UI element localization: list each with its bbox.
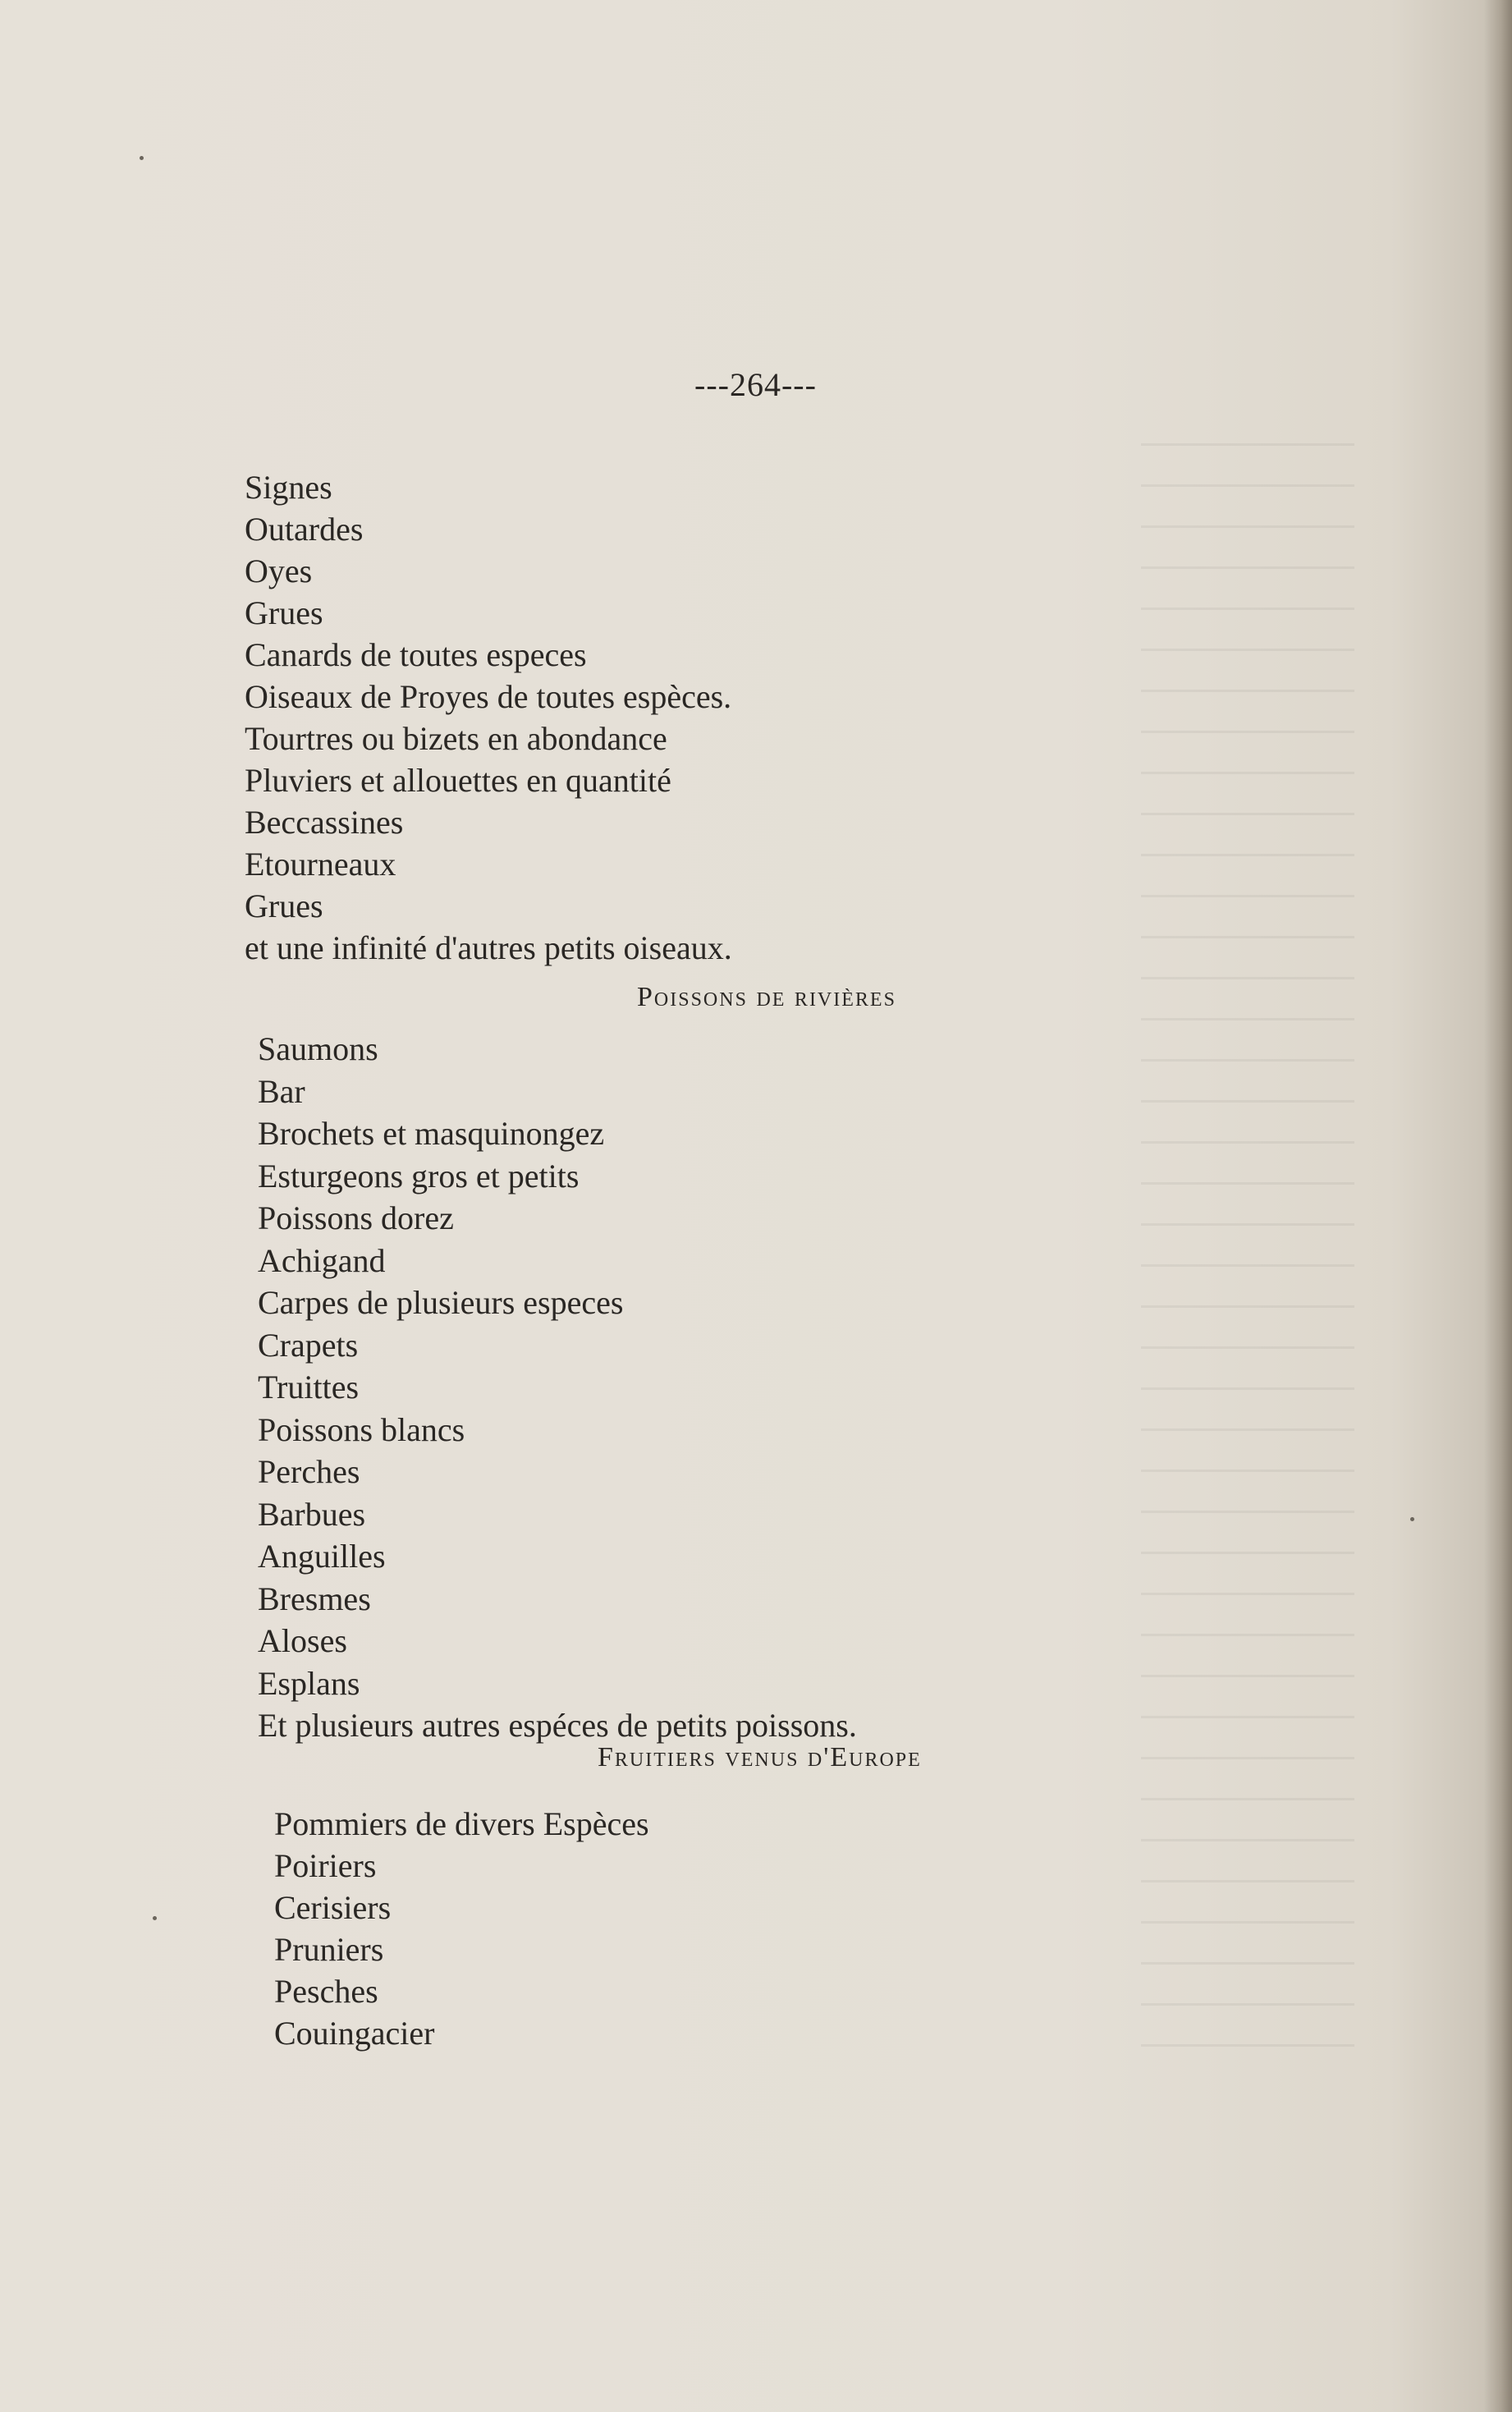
page-edge-shadow [1484, 0, 1512, 2412]
list-item: Saumons [258, 1030, 378, 1067]
list-item: Beccassines [245, 804, 404, 841]
list-item: Aloses [258, 1622, 347, 1659]
list-item: Outardes [245, 511, 364, 548]
list-item: Barbues [258, 1495, 366, 1533]
list-item: Perches [258, 1453, 360, 1490]
list-item: Signes [245, 469, 332, 506]
list-item: Grues [245, 887, 323, 924]
list-item: Achigand [258, 1241, 386, 1279]
list-item: Pesches [274, 1973, 378, 2010]
bleed-through-text [1141, 443, 1354, 2069]
list-item: Et plusieurs autres espéces de petits poissons. [258, 1707, 857, 1744]
list-item: Couingacier [274, 2015, 435, 2052]
paper-speck [153, 1916, 157, 1920]
list-item: Pommiers de divers Espèces [274, 1805, 649, 1842]
list-item: Truittes [258, 1369, 360, 1405]
list-item: Brochets et masquinongez [258, 1115, 605, 1152]
list-item: Canards de toutes especes [245, 636, 587, 673]
page-number: ---264--- [694, 366, 817, 403]
list-item: Esturgeons gros et petits [258, 1157, 580, 1195]
paper-speck [1410, 1517, 1414, 1521]
birds-list [245, 466, 732, 969]
list-item: et une infinité d'autres petits oiseaux. [245, 929, 732, 966]
list-item: Anguilles [258, 1538, 386, 1575]
list-item: Poiriers [274, 1847, 377, 1884]
section-heading-fish: Poissons de rivières [637, 982, 896, 1012]
list-item: Bresmes [258, 1580, 371, 1617]
list-item: Pruniers [274, 1931, 384, 1968]
list-item: Bar [258, 1072, 305, 1110]
list-item: Etourneaux [245, 846, 396, 883]
list-item: Poissons blancs [258, 1410, 465, 1448]
list-item: Oyes [245, 553, 313, 589]
list-item: Esplans [258, 1664, 360, 1702]
paper-speck [140, 156, 144, 160]
list-item: Oiseaux de Proyes de toutes espèces. [245, 678, 732, 715]
list-item: Cerisiers [274, 1889, 392, 1926]
list-item: Carpes de plusieurs especes [258, 1284, 624, 1321]
fruit-list [274, 1803, 649, 2054]
section-heading-fruit: Fruitiers venus d'Europe [598, 1742, 922, 1772]
list-item: Pluviers et allouettes en quantité [245, 762, 671, 799]
list-item: Crapets [258, 1326, 359, 1364]
list-item: Grues [245, 594, 323, 631]
list-item: Tourtres ou bizets en abondance [245, 720, 667, 757]
fish-list [258, 1028, 857, 1747]
list-item: Poissons dorez [258, 1199, 454, 1236]
